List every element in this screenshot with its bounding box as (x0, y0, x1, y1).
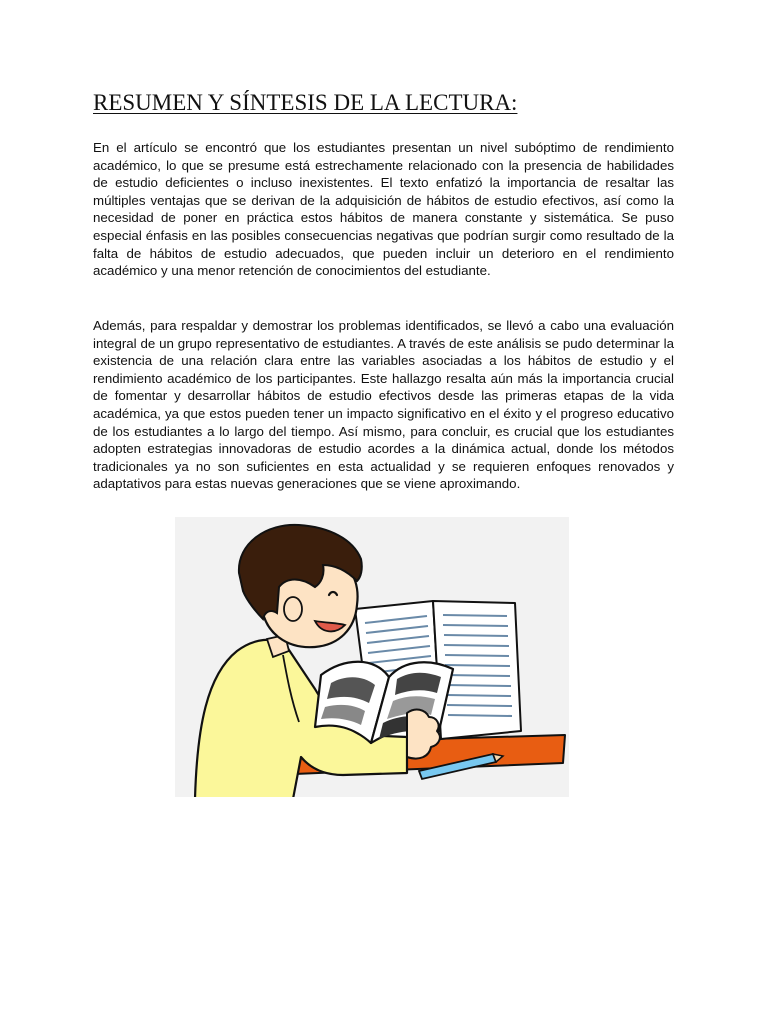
student-reading-illustration (175, 517, 569, 797)
document-title: RESUMEN Y SÍNTESIS DE LA LECTURA: (93, 90, 518, 115)
paragraph-summary: En el artículo se encontró que los estudiantes presentan un nivel subóptimo de rendimiento académico, lo que se presume está estrechamente relacionado con la presencia de habilidades de estudio deficientes o incluso inexistentes. El texto enfatizó la importancia de resaltar las múltiples ventajas que se derivan de la adquisición de hábitos de estudio efectivos, así como la necesidad de poner en práctica estos hábitos de manera constante y sistemática. Se puso especial énfasis en las posibles consecuencias negativas que podrían surgir como resultado de la falta de hábitos de estudio adecuados, que pueden incluir un deterioro en el rendimiento académico y una menor retención de conocimientos del estudiante. (93, 140, 674, 279)
paragraph-synthesis: Además, para respaldar y demostrar los problemas identificados, se llevó a cabo una evaluación integral de un grupo representativo de estudiantes. A través de este análisis se pudo determinar la existencia de una relación clara entre las variables asociadas a los hábitos de estudio y el rendimiento académico de los participantes. Este hallazgo resalta aún más la importancia crucial de fomentar y desarrollar hábitos de estudio efectivos desde las primeras etapas de la vida académica, ya que estos pueden tener un impacto significativo en el éxito y el progreso educativo de los estudiantes a lo largo del tiempo. Así mismo, para concluir, es crucial que los estudiantes adopten estrategias innovadoras de estudio acordes a la dinámica actual, donde los métodos tradicionales ya no son suficientes en esta actualidad y se requieren enfoques renovados y adaptativos para estas nuevas generaciones que se viene aproximando. (93, 318, 674, 492)
